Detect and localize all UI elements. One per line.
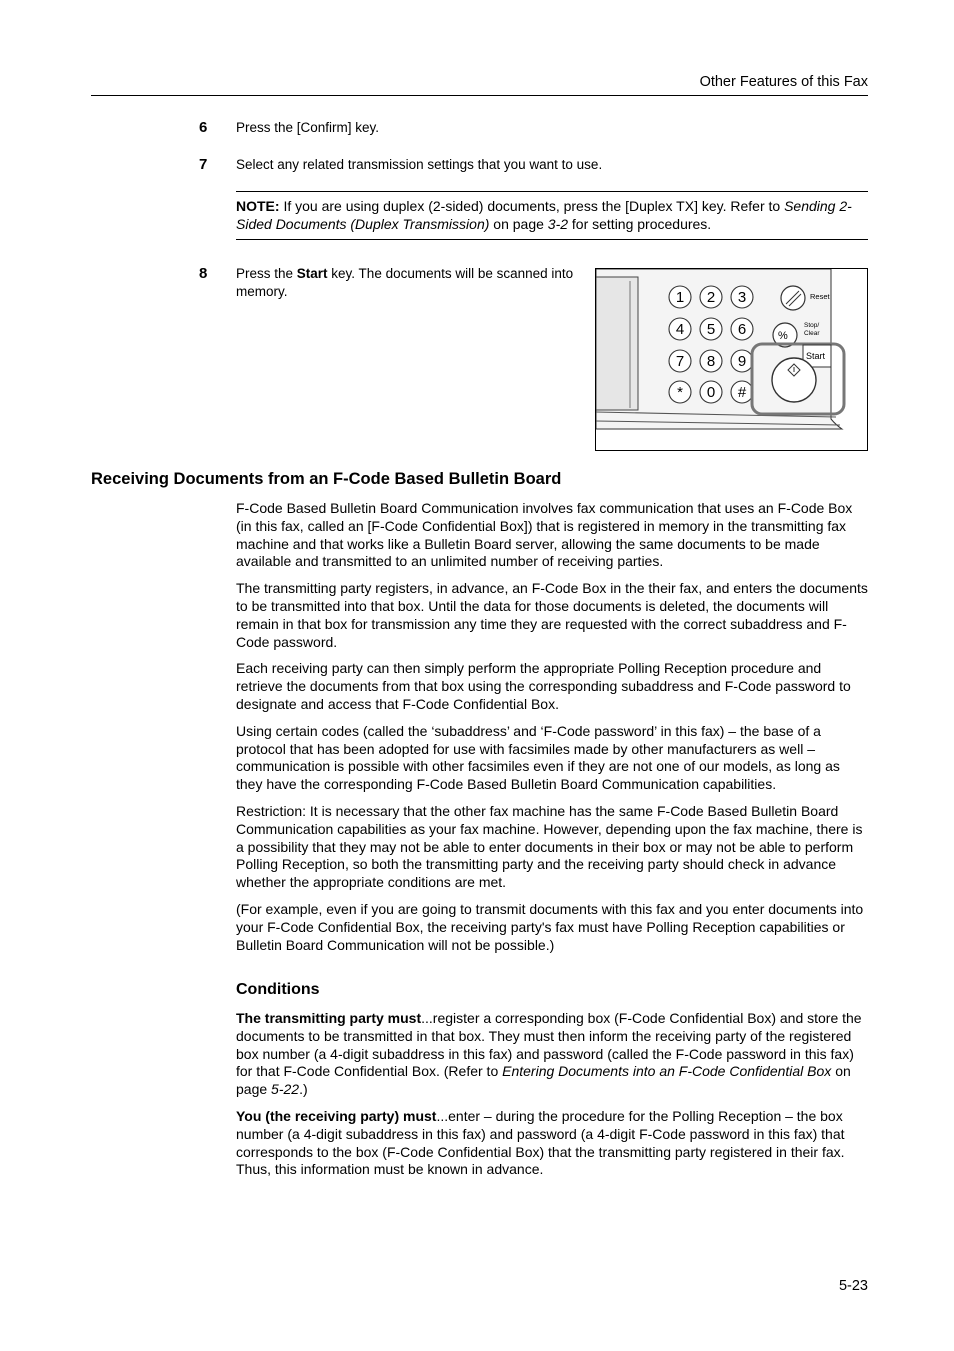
note-text: for setting procedures. (568, 216, 712, 232)
cross-reference-page: 5-22 (271, 1081, 300, 1098)
paragraph-lead: The transmitting party must (236, 1010, 422, 1026)
paragraph: F-Code Based Bulletin Board Communication involves fax communication that uses an F-Code Box (in this fax, called an [F-Code Confidential Box]) that is registered in memory in the transmitting fax machine and that works like a Bulletin Board server, allowing the same documents to be made available and transmitted to an unlimited number of receiving parties. (236, 500, 853, 570)
conditions-heading: Conditions (236, 981, 320, 998)
paragraph: You (the receiving party) must...enter – during the procedure for the Polling Reception – the box number (a 4-digit subaddress in this fax) and password (a 4-digit F-Code password in this fax) that corresponds to the box (F-Code Confidential Box) that the transmitting party registered in their fax. Thus, this information must be known in advance. (236, 1107, 845, 1178)
keypad-key-label: 9 (737, 353, 747, 370)
control-panel-drawing (596, 269, 867, 450)
note-text: on page (489, 216, 548, 232)
keypad-key-label: 7 (675, 353, 685, 370)
paragraph: Using certain codes (called the ‘subaddress’ and ‘F-Code password’ in this fax) – the base of a protocol that has been adopted for use with facsimiles made by other manufacturers as well – communication is possible with other facsimiles even if they are not one of our models, as long as they have the corresponding F-Code Based Bulletin Board Communication capabilities. (236, 722, 840, 793)
note-reference: Sending 2-Sided Documents (Duplex Transmission) (236, 198, 852, 232)
paragraph: (For example, even if you are going to transmit documents with this fax and you enter documents into your F-Code Confidential Box, the receiving party's fax must have Polling Reception capabilities or Bulletin Board Communication will not be possible.) (236, 900, 864, 953)
step-text: Press the [Confirm] key. (236, 120, 380, 135)
paragraph-lead: You (the receiving party) must (236, 1107, 437, 1124)
note-label: NOTE: (236, 198, 280, 214)
step-number: 7 (199, 156, 208, 173)
stop-clear-label-line1: Stop/ (804, 322, 820, 329)
keypad-key-label: 8 (706, 353, 716, 370)
cross-reference: Entering Documents into an F-Code Confidential Box (502, 1063, 832, 1080)
step-text: Select any related transmission settings that you want to use. (236, 157, 603, 172)
step-number: 6 (199, 119, 208, 136)
keypad-key-label: 2 (706, 289, 716, 306)
keypad-key-label: 1 (675, 289, 685, 306)
keypad-key-label: 3 (737, 289, 747, 306)
note-box (236, 191, 868, 240)
start-key-label: Start (296, 266, 328, 281)
stop-clear-icon: % (778, 330, 788, 342)
paragraph: The transmitting party must...register a corresponding box (F-Code Confidential Box) and store the documents to be transmitted in that box. They must then inform the receiving party of the registered box number (a 4-digit subaddress in this fax) and password (called the F-Code password in this fax) for that F-Code Confidential Box. (Refer to Entering Documents into an F-Code Confidential Box on page 5-22.) (236, 1010, 862, 1098)
note-text: If you are using duplex (2-sided) documents, press the [Duplex TX] key. Refer to (279, 198, 785, 214)
paragraph: The transmitting party registers, in advance, an F-Code Box in the their fax, and enters the documents to be transmitted into that box. Until the data for those documents is deleted, the documents will remain in that box for transmission any time they are requested with the correct subaddress and F-Code password. (236, 580, 868, 650)
paragraph: Restriction: It is necessary that the other fax machine has the same F-Code Based Bulletin Board Communication capabilities as your fax machine. However, depending upon the fax machine, there is a possibility that they may not be able to enter documents in their box or may not be able to perform Polling Reception, so both the transmitting party and the receiving party should check in advance whether the appropriate conditions are met. (236, 802, 863, 891)
keypad-key-label: * (677, 384, 683, 401)
control-panel-illustration (595, 268, 868, 451)
step-number: 8 (199, 265, 208, 282)
reset-button (781, 286, 805, 310)
stop-clear-label-line2: Clear (804, 330, 820, 337)
keypad-key-label: # (737, 384, 747, 401)
section-heading: Receiving Documents from an F-Code Based Bulletin Board (91, 470, 562, 488)
section-body (236, 500, 868, 963)
step-text: Press the Start key. The documents will be scanned into memory. (236, 266, 574, 299)
reset-label: Reset (810, 292, 830, 301)
note-page: 3-2 (547, 216, 569, 232)
page-number: 5-23 (838, 1278, 868, 1294)
keypad-key-label: 0 (706, 384, 716, 401)
header-rule (91, 95, 868, 96)
conditions-body (236, 1010, 868, 1188)
start-label: Start (806, 351, 826, 361)
keypad-key-label: 4 (675, 321, 685, 338)
running-header: Other Features of this Fax (699, 74, 868, 90)
keypad-key-label: 6 (737, 321, 747, 338)
keypad-key-label: 5 (706, 321, 716, 338)
paragraph: Each receiving party can then simply perform the appropriate Polling Reception procedure and retrieve the documents from that box using the corresponding subaddress and F-Code password to designate and access that F-Code Confidential Box. (236, 660, 851, 712)
